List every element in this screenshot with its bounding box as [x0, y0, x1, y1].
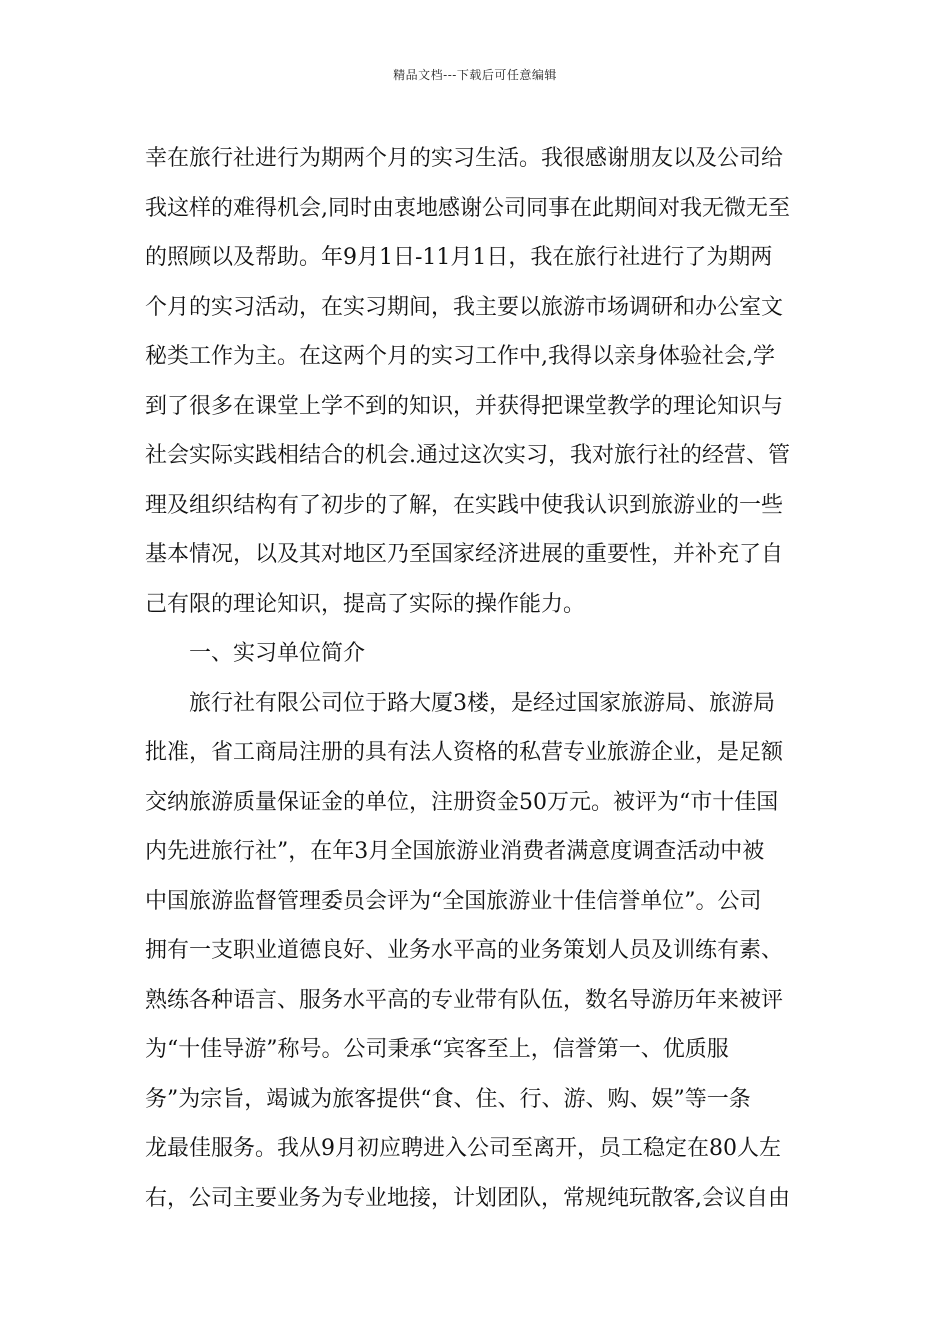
text-line: 交纳旅游质量保证金的单位，注册资金50万元。被评为“市十佳国 — [145, 789, 779, 815]
section-heading: 一、实习单位简介 — [189, 641, 366, 666]
text-line: 秘类工作为主。在这两个月的实习工作中,我得以亲身体验社会,学 — [145, 344, 775, 369]
text-line: 中国旅游监督管理委员会评为“全国旅游业十佳信誉单位”。公司 — [145, 888, 762, 914]
text-line: 社会实际实践相结合的机会.通过这次实习，我对旅行社的经营、管 — [145, 443, 790, 468]
text-line: 基本情况，以及其对地区乃至国家经济进展的重要性，并补充了自 — [145, 542, 784, 567]
text-line: 我这样的难得机会,同时由衷地感谢公司同事在此期间对我无微无至 — [145, 195, 790, 221]
text-line: 拥有一支职业道德良好、业务水平高的业务策划人员及训练有素、 — [145, 938, 784, 963]
text-line: 务”为宗旨，竭诚为旅客提供“食、住、行、游、购、娱”等一条 — [145, 1086, 751, 1112]
text-line: 己有限的理论知识，提高了实际的操作能力。 — [145, 591, 586, 617]
text-line: 的照顾以及帮助。年9月1日-11月1日，我在旅行社进行了为期两 — [145, 245, 773, 270]
text-line: 为“十佳导游”称号。公司秉承“宾客至上，信誉第一、优质服 — [145, 1037, 729, 1062]
page-header: 精品文档---下载后可任意编辑 — [393, 68, 557, 82]
text-line: 幸在旅行社进行为期两个月的实习生活。我很感谢朋友以及公司给 — [145, 146, 784, 171]
text-line: 内先进旅行社”，在年3月全国旅游业消费者满意度调查活动中被 — [145, 839, 765, 864]
text-line: 熟练各种语言、服务水平高的专业带有队伍，数名导游历年来被评 — [145, 987, 784, 1013]
document-body — [145, 134, 815, 1223]
text-line: 旅行社有限公司位于路大厦3楼，是经过国家旅游局、旅游局 — [189, 690, 775, 716]
text-line: 右，公司主要业务为专业地接，计划团队，常规纯玩散客,会议自由 — [145, 1185, 790, 1211]
text-line: 批准，省工商局注册的具有法人资格的私营专业旅游企业，是足额 — [145, 740, 784, 765]
text-line: 理及组织结构有了初步的了解，在实践中使我认识到旅游业的一些 — [145, 492, 784, 518]
text-line: 个月的实习活动，在实习期间，我主要以旅游市场调研和办公室文 — [145, 294, 784, 320]
text-line: 龙最佳服务。我从9月初应聘进入公司至离开，员工稳定在80人左 — [145, 1136, 781, 1161]
text-line: 到了很多在课堂上学不到的知识，并获得把课堂教学的理论知识与 — [145, 393, 784, 419]
